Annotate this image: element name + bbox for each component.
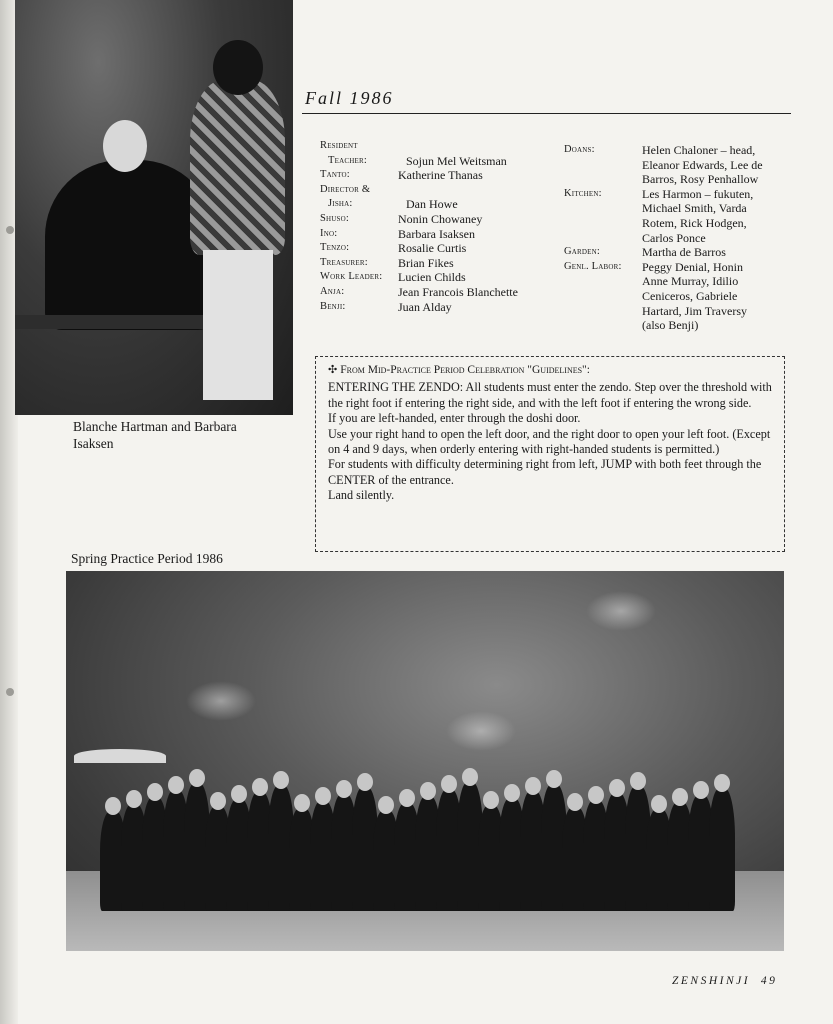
role-label: Ino:	[320, 227, 338, 239]
ornament-icon: ✣	[328, 364, 338, 376]
person-name: Nonin Chowaney	[398, 211, 483, 226]
person-head	[210, 792, 226, 810]
name-line: Martha de Barros	[642, 245, 726, 260]
role-label: Anja:	[320, 285, 345, 297]
name-line: Peggy Denial, Honin	[642, 259, 743, 274]
page-footer	[672, 975, 777, 987]
standing-figure-head	[213, 40, 263, 95]
roster-row	[320, 139, 518, 154]
guidelines-title-row	[328, 363, 774, 378]
role-label: Tenzo:	[320, 242, 350, 254]
role-label: Tanto:	[320, 169, 350, 181]
roster-left	[320, 139, 518, 314]
person-name: Barbara Isaksen	[398, 226, 475, 241]
seated-figure-head	[103, 120, 147, 172]
person-name: Katherine Thanas	[398, 168, 483, 183]
top-photo-caption: Blanche Hartman and Barbara Isaksen	[73, 419, 237, 451]
binding-hole	[6, 226, 14, 234]
person-head	[315, 787, 331, 805]
person-head	[189, 769, 205, 787]
publication-name: ZENSHINJI	[672, 975, 751, 987]
guidelines-title: From Mid-Practice Period Celebration "Guidelines":	[340, 364, 590, 376]
person-head	[609, 779, 625, 797]
role-label: Treasurer:	[320, 256, 368, 268]
person-head	[672, 788, 688, 806]
guidelines-paragraph: Land silently.	[328, 488, 395, 503]
person-head	[483, 791, 499, 809]
name-line: Hartard, Jim Traversy	[642, 303, 747, 318]
yucca-plant	[446, 711, 516, 751]
person-name: Sojun Mel Weitsman	[406, 153, 507, 168]
role-label: Garden:	[564, 246, 601, 258]
photo-group-spring-practice	[66, 571, 784, 951]
person-figure	[709, 788, 735, 911]
roster-row	[320, 256, 518, 271]
roster-row	[564, 143, 792, 187]
bottom-photo-caption: Spring Practice Period 1986	[71, 551, 223, 566]
roster-row	[320, 212, 518, 227]
name-line: Barros, Rosy Penhallow	[642, 172, 759, 187]
page-title: Fall 1986	[305, 88, 394, 108]
shrub	[186, 681, 256, 721]
person-head	[693, 781, 709, 799]
guidelines-paragraph: If you are left-handed, enter through the doshi door.	[328, 411, 581, 426]
roster-row	[320, 197, 518, 212]
person-names	[642, 187, 792, 245]
name-line: Michael Smith, Varda	[642, 201, 747, 216]
person-head	[714, 774, 730, 792]
person-head	[231, 785, 247, 803]
yucca-plant	[586, 591, 656, 631]
guidelines-box	[315, 356, 785, 552]
roster-right	[564, 143, 792, 333]
role-label: Resident	[320, 140, 358, 151]
roster-row	[320, 300, 518, 315]
person-name: Lucien Childs	[398, 270, 466, 285]
person-head	[147, 783, 163, 801]
title-rule	[302, 113, 791, 114]
name-line: Anne Murray, Idilio	[642, 274, 739, 289]
roster-row	[320, 183, 518, 198]
role-label: Doans:	[564, 144, 595, 155]
name-line: Eleanor Edwards, Lee de	[642, 157, 763, 172]
person-name: Dan Howe	[406, 197, 458, 212]
person-head	[168, 776, 184, 794]
person-names	[642, 143, 792, 187]
roster-row	[564, 260, 792, 333]
person-head	[546, 770, 562, 788]
person-name: Brian Fikes	[398, 255, 454, 270]
guidelines-paragraph: For students with difficulty determining right from left, JUMP with both feet through the CENTER of the entrance.	[328, 457, 762, 487]
guidelines-paragraph: Use your right hand to open the left door, and the right door to open your left foot. (Except on 4 and 9 days, when orderly entering with right-handed students is permitted.)	[328, 426, 771, 457]
standing-figure	[190, 80, 285, 255]
roster-row	[320, 270, 518, 285]
person-names	[642, 245, 792, 260]
person-head	[399, 789, 415, 807]
role-label: Benji:	[320, 300, 346, 312]
name-line: Ceniceros, Gabriele	[642, 288, 738, 303]
person-head	[504, 784, 520, 802]
binding-hole	[6, 688, 14, 696]
person-head	[294, 794, 310, 812]
person-head	[357, 773, 373, 791]
roster-row	[564, 187, 792, 245]
person-head	[567, 793, 583, 811]
guidelines-paragraph: ENTERING THE ZENDO: All students must enter the zendo. Step over the threshold with the right foot if entering the right side, and with the left foot if entering the wrong side.	[328, 380, 772, 410]
role-label: Jisha:	[328, 198, 353, 210]
person-name: Rosalie Curtis	[398, 241, 467, 256]
person-head	[105, 797, 121, 815]
name-line: Rotem, Rick Hodgen,	[642, 215, 747, 230]
person-head	[525, 777, 541, 795]
role-label: Work Leader:	[320, 271, 383, 283]
photo-blanche-and-barbara	[15, 0, 293, 415]
roster-row	[320, 241, 518, 256]
person-head	[126, 790, 142, 808]
group-of-people	[96, 761, 764, 911]
person-head	[441, 775, 457, 793]
name-line: (also Benji)	[642, 318, 699, 333]
person-head	[588, 786, 604, 804]
role-label: Kitchen:	[564, 187, 602, 199]
person-head	[378, 796, 394, 814]
roster-row	[320, 168, 518, 183]
person-name: Juan Alday	[398, 299, 452, 314]
name-line: Les Harmon – fukuten,	[642, 186, 754, 201]
person-head	[336, 780, 352, 798]
roster-row	[320, 227, 518, 242]
person-head	[462, 768, 478, 786]
page-number: 49	[760, 975, 778, 987]
role-label: Genl. Labor:	[564, 260, 622, 272]
role-label: Shuso:	[320, 212, 350, 224]
name-line: Helen Chaloner – head,	[642, 143, 756, 157]
person-head	[273, 771, 289, 789]
role-label: Director &	[320, 183, 371, 195]
bench	[15, 315, 215, 329]
standing-figure-legs	[203, 250, 273, 400]
name-line: Carlos Ponce	[642, 230, 706, 245]
person-head	[651, 795, 667, 813]
person-name: Jean Francois Blanchette	[398, 284, 518, 299]
person-head	[420, 782, 436, 800]
roster-row	[320, 285, 518, 300]
role-label: Teacher:	[328, 154, 367, 166]
person-head	[252, 778, 268, 796]
roster-row	[320, 154, 518, 169]
person-head	[630, 772, 646, 790]
person-names	[642, 260, 792, 333]
roster-row	[564, 245, 792, 260]
